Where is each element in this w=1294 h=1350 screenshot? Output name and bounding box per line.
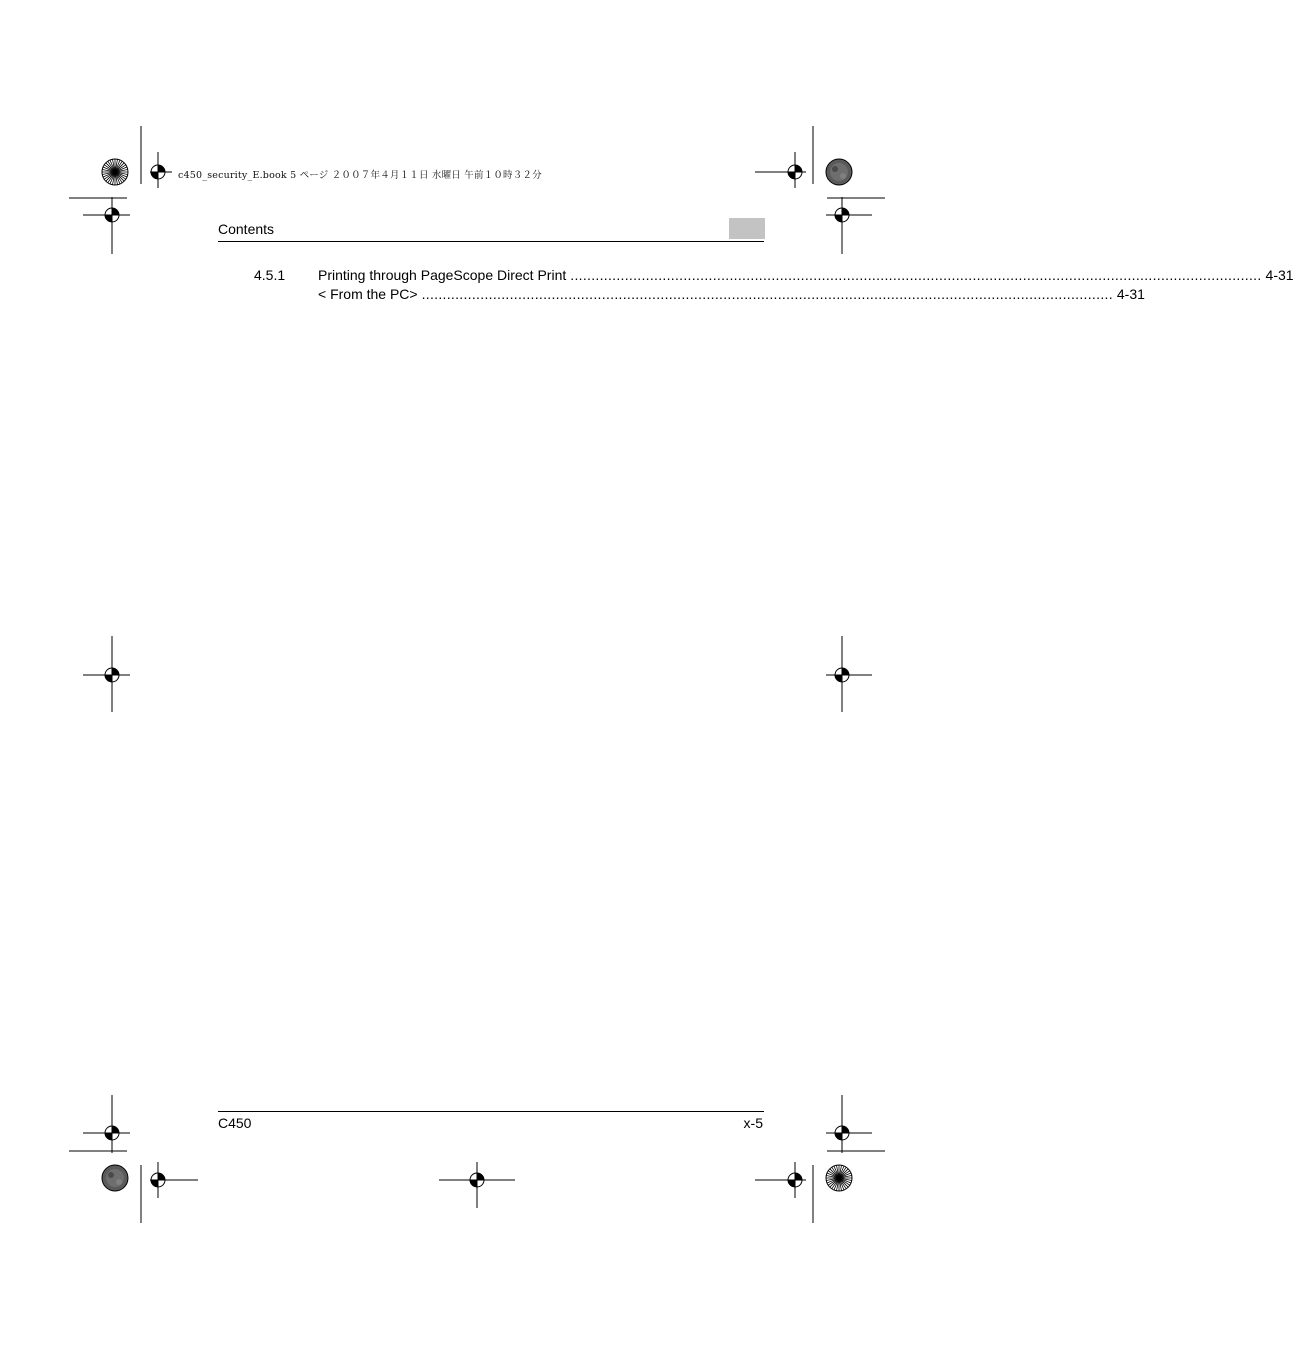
footer-page-number: x-5 [743,1115,763,1131]
printer-slug: c450_security_E.book 5 ページ ２００７年４月１１日 水曜日 午前１０時３２分 [178,170,542,181]
toc-dot-leader: ..................................................................................................................................................................... [421,286,1113,302]
footer-rule [218,1111,764,1112]
toc-entry-page: 4-31 [1116,286,1145,302]
header-tab-marker [729,218,765,239]
header-rule [218,241,764,242]
toc-entry-page: 4-31 [1265,267,1294,283]
page-title: Contents [218,221,275,237]
toc-entry[interactable] [218,266,1294,284]
footer-product-name: C450 [218,1115,252,1131]
toc-dot-leader: ..................................................................................................................................................................... [570,267,1262,283]
toc-entry-title: Printing through PageScope Direct Print [318,267,567,283]
toc-entry[interactable] [218,285,1145,303]
toc-entry-title: < From the PC> [318,286,418,302]
toc-entry-number: 4.5.1 [254,267,286,283]
